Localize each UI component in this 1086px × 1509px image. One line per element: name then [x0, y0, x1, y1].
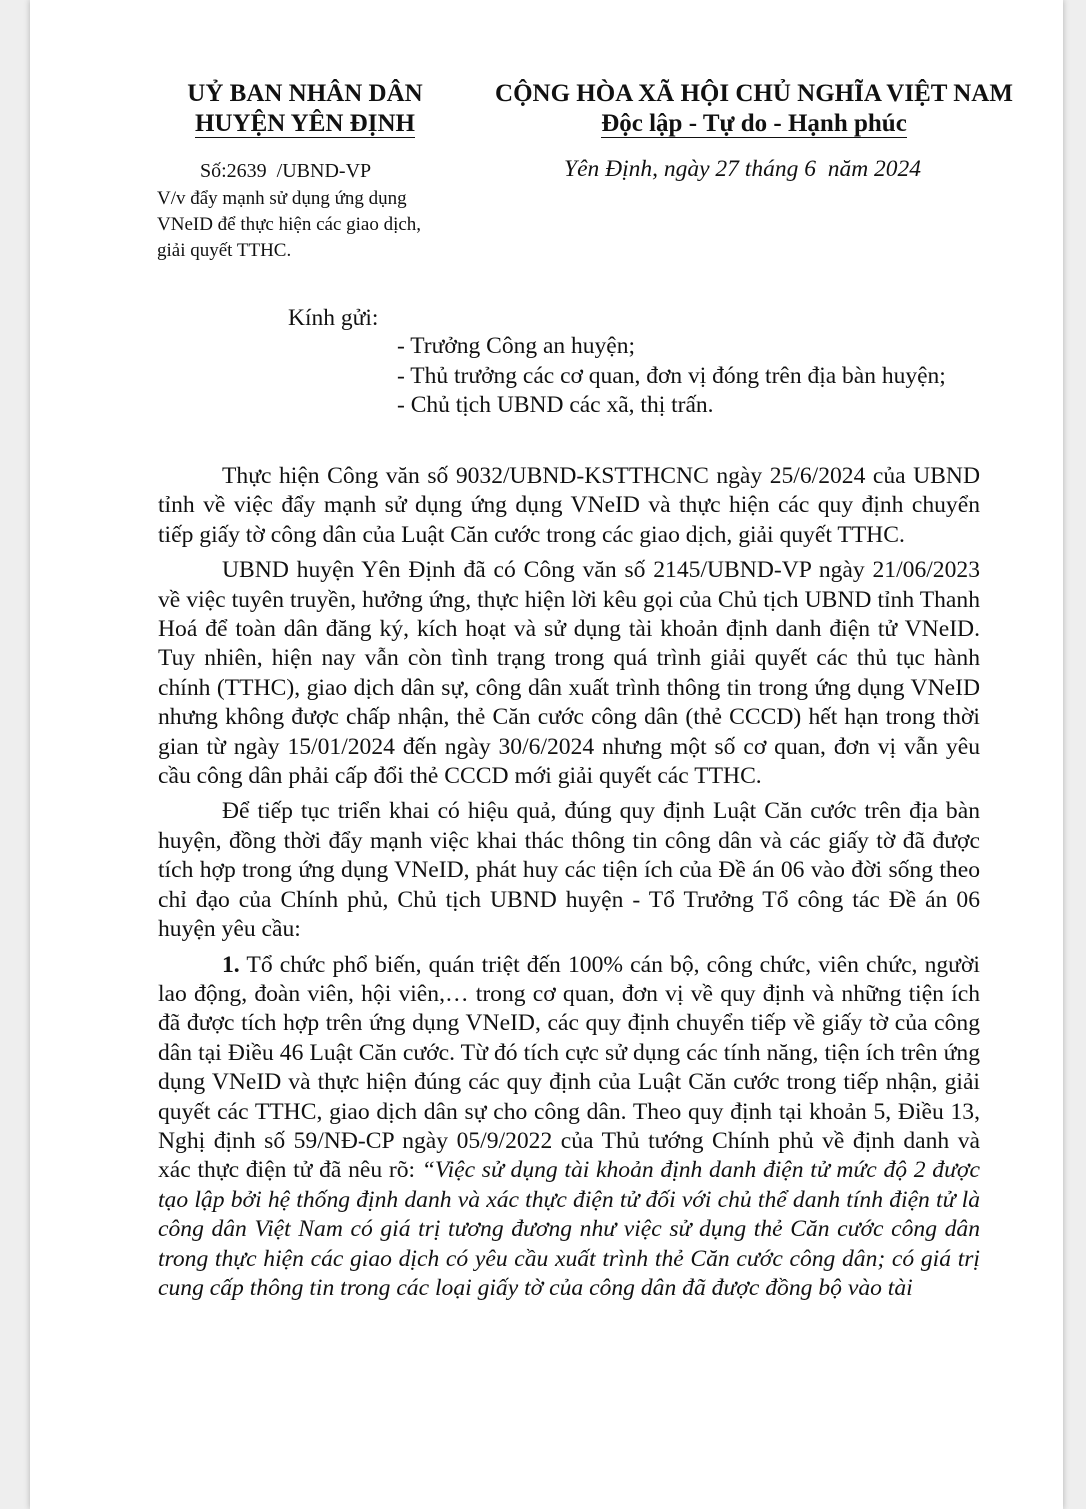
document-page: [30, 0, 1063, 1509]
item-number: 1.: [222, 951, 240, 978]
issue-date: Yên Định, ngày 27 tháng 6 năm 2024: [564, 156, 922, 182]
subject-line-3: giải quyết TTHC.: [157, 240, 292, 261]
issuer-line-1: UỶ BAN NHÂN DÂN: [187, 80, 423, 107]
recipient-item: - Thủ trưởng các cơ quan, đơn vị đóng trên địa bàn huyện;: [397, 362, 946, 389]
issuer-line-2-text: HUYỆN YÊN ĐỊNH: [195, 110, 415, 137]
recipient-item: - Chủ tịch UBND các xã, thị trấn.: [397, 392, 714, 418]
national-title-line-1: CỘNG HÒA XÃ HỘI CHỦ NGHĨA VIỆT NAM: [495, 80, 1013, 107]
national-motto: [474, 109, 1034, 139]
subject-line-2: VNeID để thực hiện các giao dịch,: [157, 214, 422, 235]
national-title: [474, 79, 1034, 139]
subject-line-1: V/v đẩy mạnh sử dụng ứng dụng: [157, 188, 407, 209]
item-text: Tổ chức phổ biến, quán triệt đến 100% cán bộ, công chức, viên chức, người lao động, đoàn viên, hội viên,… trong cơ quan, đơn vị về quy định và những tiện ích đã được tích hợp trên ứng dụng VNeID, các quy định chuyển tiếp về giấy tờ của công dân tại Điều 46 Luật Căn cước. Từ đó tích cực sử dụng các tính năng, tiện ích trên ứng dụng VNeID và thực hiện đúng các quy định của Luật Căn cước trong tiếp nhận, giải quyết các TTHC, giao dịch dân sự cho công dân. Theo quy định tại khoản 5, Điều 13, Nghị định số 59/NĐ-CP ngày 05/9/2022 của Thủ tướng Chính phủ về định danh và xác thực điện tử đã nêu rõ:: [158, 951, 980, 1184]
recipient-item: - Trưởng Công an huyện;: [397, 333, 635, 359]
document-number: Số:2639 /UBND-VP: [200, 160, 372, 182]
national-motto-text: Độc lập - Tự do - Hạnh phúc: [601, 110, 907, 137]
legal-quote: “Việc sử dụng tài khoản định danh điện tử mức độ 2 được tạo lập bởi hệ thống định danh và xác thực điện tử đối với chủ thể danh tính điện tử là công dân Việt Nam có giá trị tương đương như việc sử dụng thẻ Căn cước công dân trong thực hiện các giao dịch có yêu cầu xuất trình thẻ Căn cước công dân; có giá trị cung cấp thông tin trong các loại giấy tờ của công dân đã được đồng bộ vào tài: [158, 1157, 981, 1301]
document-body: [158, 462, 980, 1303]
issuer-name: [140, 79, 470, 139]
recipients-list: [397, 332, 946, 421]
body-paragraph-1: Thực hiện Công văn số 9032/UBND-KSTTHCNC ngày 25/6/2024 của UBND tỉnh về việc đẩy mạnh sử dụng ứng dụng VNeID và thực hiện các quy định chuyển tiếp giấy tờ công dân của Luật Căn cước trong các giao dịch, giải quyết TTHC.: [158, 463, 980, 548]
body-paragraph-2: UBND huyện Yên Định đã có Công văn số 2145/UBND-VP ngày 21/06/2023 về việc tuyên truyền, hưởng ứng, thực hiện lời kêu gọi của Chủ tịch UBND tỉnh Thanh Hoá để toàn dân đăng ký, kích hoạt và sử dụng tài khoản định danh điện tử VNeID. Tuy nhiên, hiện nay vẫn còn tình trạng trong quá trình giải quyết các thủ tục hành chính (TTHC), giao dịch dân sự, công dân xuất trình thông tin trong ứng dụng VNeID nhưng không được chấp nhận, thẻ Căn cước công dân (thẻ CCCD) hết hạn trong thời gian từ ngày 15/01/2024 đến ngày 30/6/2024 nhưng một số cơ quan, đơn vị vẫn yêu cầu công dân phải cấp đổi thẻ CCCD mới giải quyết các TTHC.: [158, 557, 980, 790]
document-subject: [157, 186, 421, 264]
issuer-line-2: [140, 109, 470, 139]
body-paragraph-4: [158, 951, 980, 1304]
body-paragraph-3: Để tiếp tục triển khai có hiệu quả, đúng quy định Luật Căn cước trên địa bàn huyện, đồng thời đẩy mạnh việc khai thác thông tin công dân và các giấy tờ đã được tích hợp trong ứng dụng VNeID, phát huy các tiện ích của Đề án 06 vào đời sống theo chỉ đạo của Chính phủ, Chủ tịch UBND huyện - Tổ Trưởng Tổ công tác Đề án 06 huyện yêu cầu:: [158, 798, 980, 943]
recipients-label: Kính gửi:: [288, 305, 379, 331]
